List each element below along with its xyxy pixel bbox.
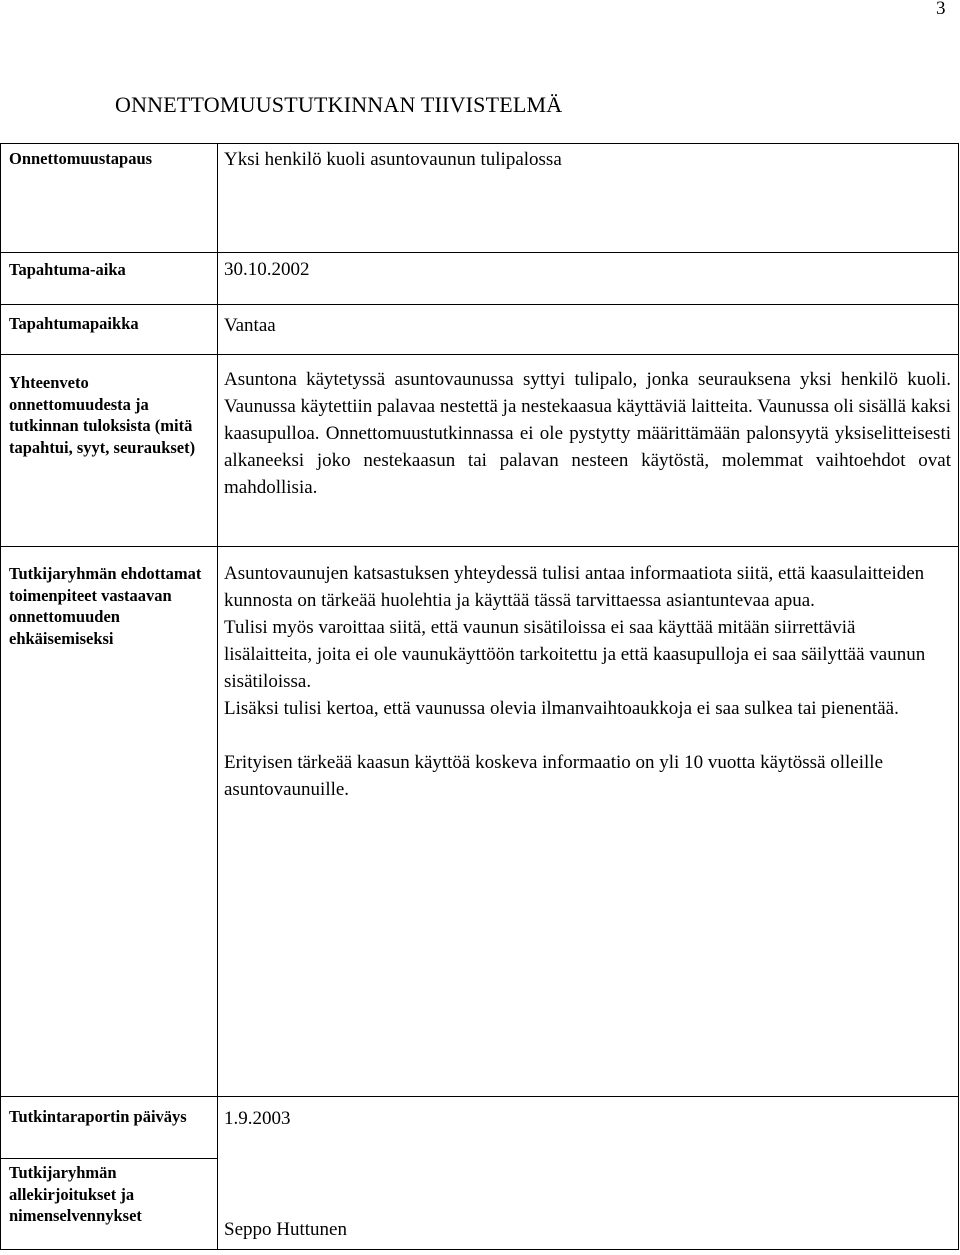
recommendations-label: Tutkijaryhmän ehdottamat toimenpiteet vastaavan onnettomuuden ehkäisemiseksi [9,564,202,648]
row-divider [0,1158,217,1159]
row-divider [0,1096,959,1097]
table-border-left [0,143,1,1250]
signatures-label: Tutkijaryhmän allekirjoitukset ja nimenselvennykset [9,1163,142,1225]
recommendations-text [224,560,934,803]
row-divider [0,304,959,305]
recommendation-paragraph: Tulisi myös varoittaa siitä, että vaunun sisätiloissa ei saa käyttää mitään siirrettäviä lisälaitteita, joita ei ole vaunukäyttöön tarkoitettu ja että kaasupulloja ei saa säilyttää vaunun sisätiloissa. [224,617,926,692]
page-title: ONNETTOMUUSTUTKINNAN TIIVISTELMÄ [115,92,563,117]
place-value: Vantaa [224,315,276,336]
row-divider [0,252,959,253]
summary-label: Yhteenveto onnettomuudesta ja tutkinnan tuloksista (mitä tapahtui, syyt, seuraukset) [9,373,196,457]
table-border-top [0,143,959,144]
column-divider [217,143,218,1250]
recommendation-paragraph: Lisäksi tulisi kertoa, että vaunussa olevia ilmanvaihtoaukkoja ei saa sulkea tai pienentää. [224,698,899,719]
table-border-bottom [0,1249,959,1250]
recommendation-paragraph: Asuntovaunujen katsastuksen yhteydessä tulisi antaa informaatiota siitä, että kaasulaitteiden kunnosta on tärkeää huolehtia ja käyttää tässä tarvittaessa asiantuntevaa apua. [224,563,925,611]
time-value: 30.10.2002 [224,259,310,280]
summary-text: Asuntona käytetyssä asuntovaunussa syttyi tulipalo, jonka seurauksena yksi henkilö kuoli. Vaunussa käytettiin palavaa nestettä ja nestekaasua käyttäviä laitteita. Vaunussa oli sisällä kaksi kaasupulloa. Onnettomuustutkinnassa ei ole pystytty määrittämään palonsyytä yksiselitteisesti alkaneeksi joko nestekaasun tai palavan nesteen käytöstä, molemmat vaihtoehdot ovat mahdollisia. [224,369,951,498]
row-divider [0,354,959,355]
signatures-value: Seppo Huttunen [224,1219,347,1240]
time-label: Tapahtuma-aika [9,260,126,279]
report-date-value: 1.9.2003 [224,1108,291,1129]
row-divider [0,546,959,547]
place-label: Tapahtumapaikka [9,314,139,333]
accident-value: Yksi henkilö kuoli asuntovaunun tulipalossa [224,149,562,170]
report-date-label: Tutkintaraportin päiväys [9,1107,187,1126]
recommendation-paragraph: Erityisen tärkeää kaasun käyttöä koskeva informaatio on yli 10 vuotta käytössä olleille asuntovaunuille. [224,752,884,800]
table-border-right [958,143,959,1250]
page-number: 3 [936,0,946,19]
accident-label: Onnettomuustapaus [9,149,153,168]
